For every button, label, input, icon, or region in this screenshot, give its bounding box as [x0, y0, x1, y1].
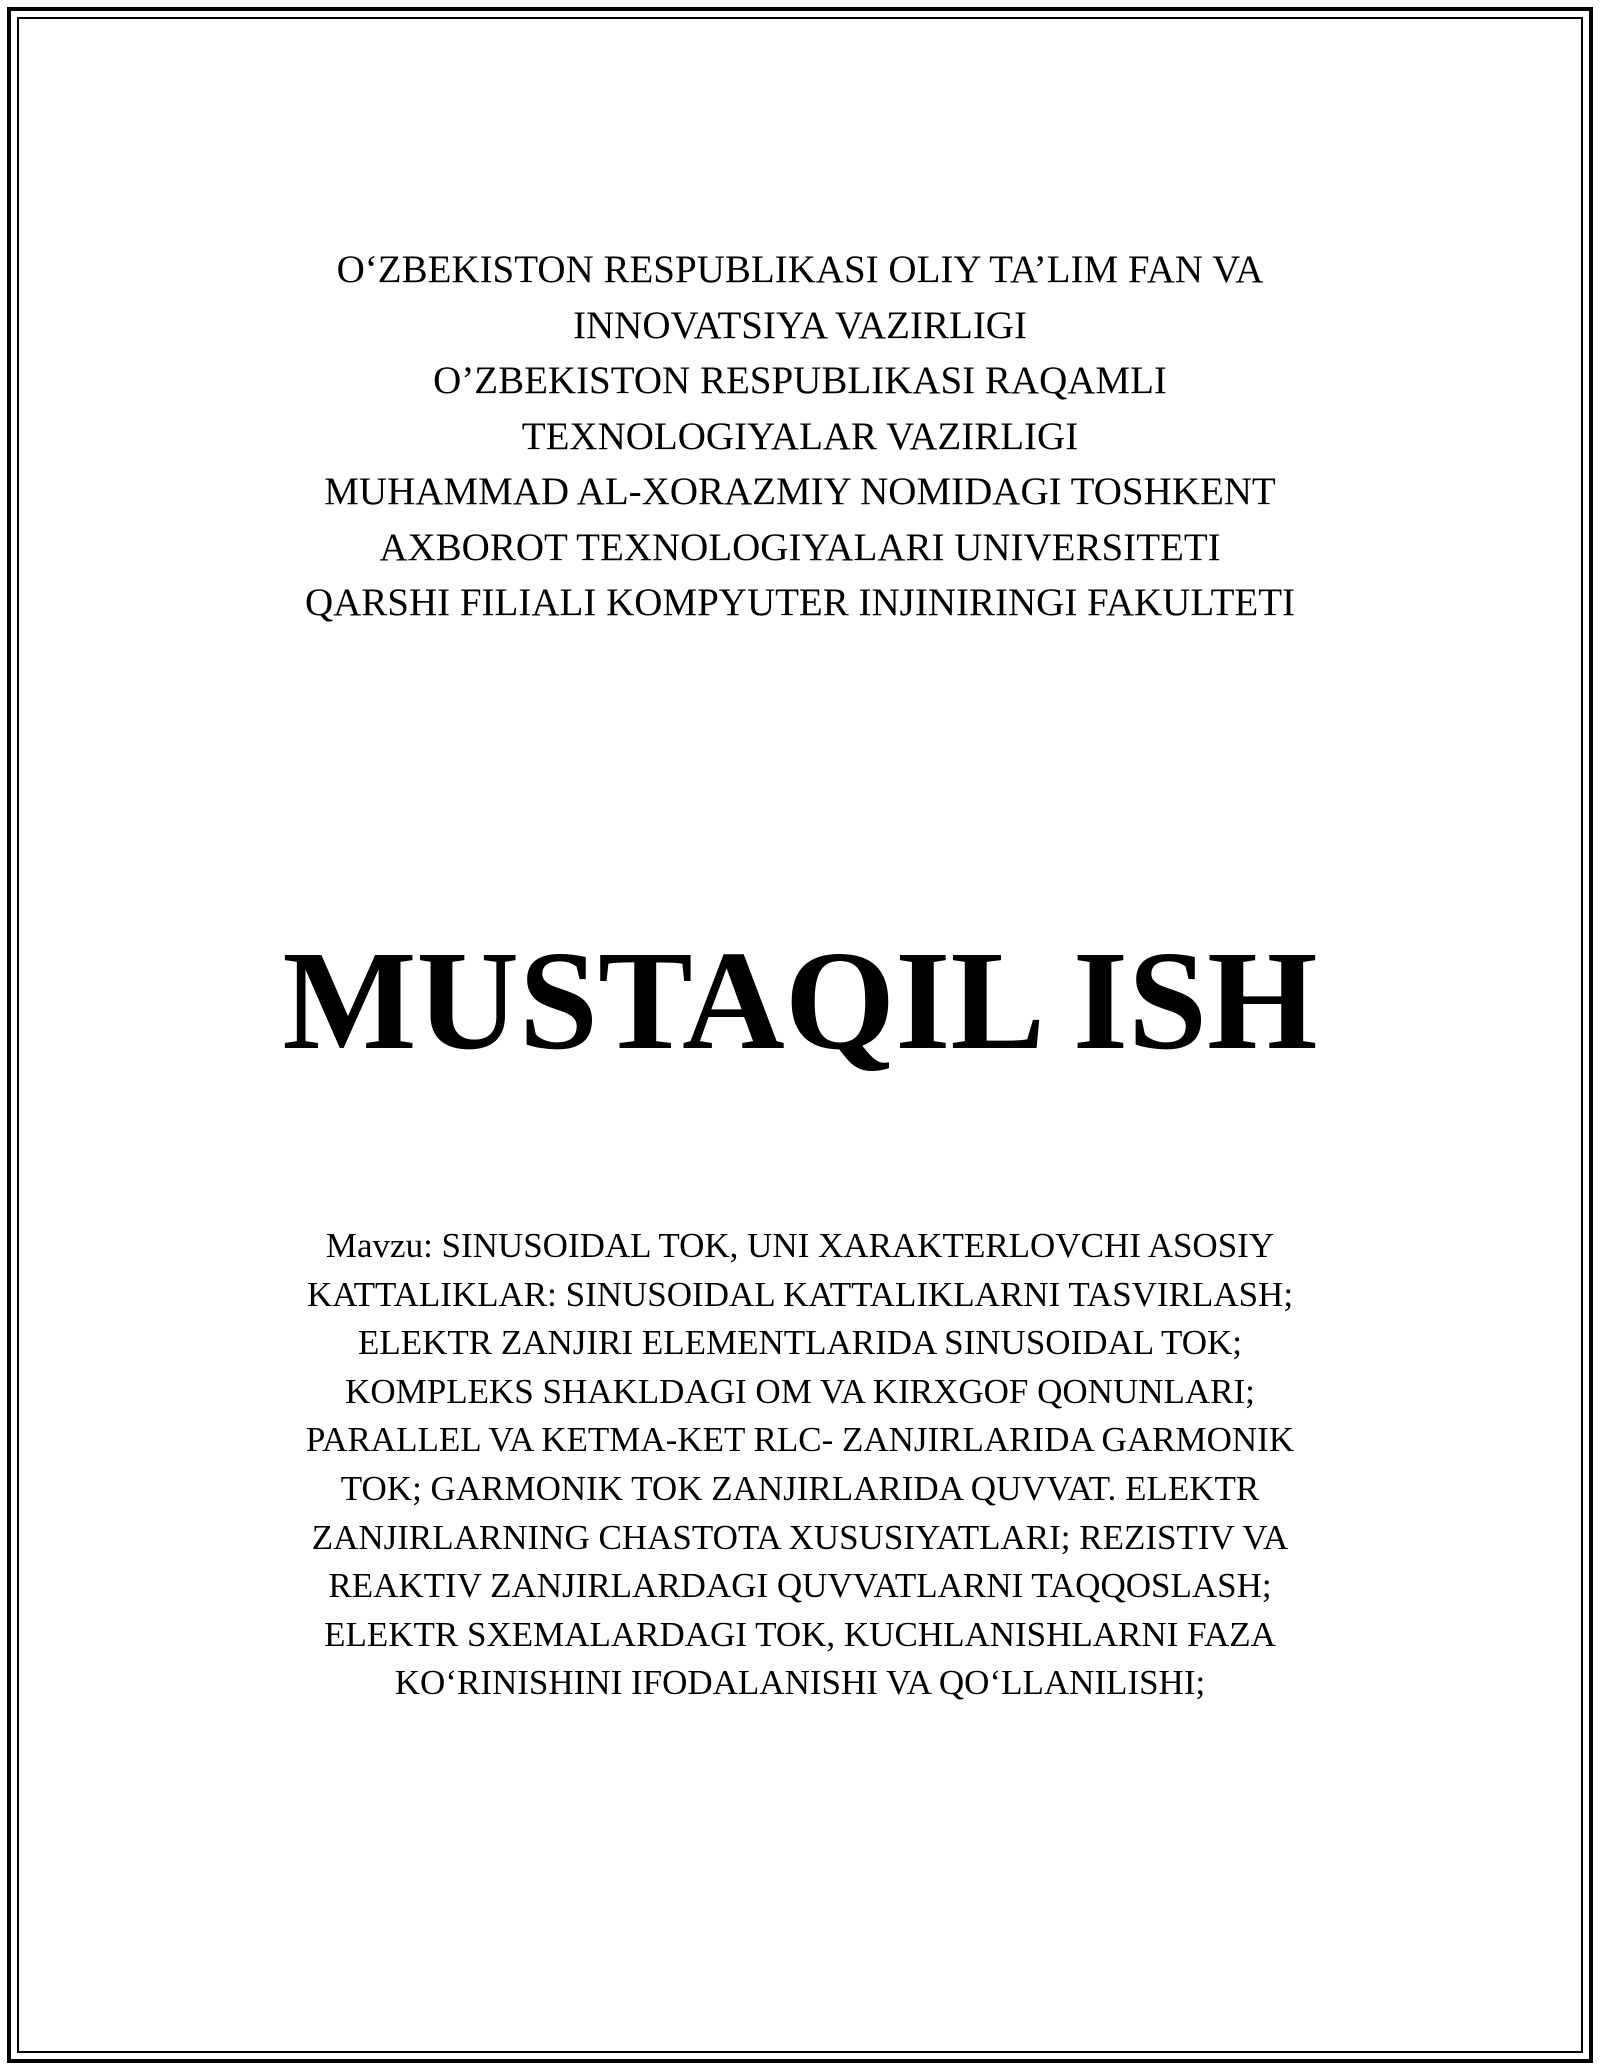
topic-line: ZANJIRLARNING CHASTOTA XUSUSIYATLARI; REZISTIV VA	[311, 1517, 1289, 1557]
topic-line: KO‘RINISHINI IFODALANISHI VA QO‘LLANILISHI;	[394, 1663, 1206, 1703]
header-line: INNOVATSIYA VAZIRLIGI	[573, 303, 1027, 347]
header-line: QARSHI FILIALI KOMPYUTER INJINIRINGI FAKULTETI	[304, 581, 1296, 624]
topic-line: PARALLEL VA KETMA-KET RLC- ZANJIRLARIDA GARMONIK	[305, 1420, 1295, 1460]
institution-header	[200, 242, 1400, 631]
header-line: AXBOROT TEXNOLOGIYALARI UNIVERSITETI	[379, 525, 1221, 569]
header-line: MUHAMMAD AL-XORAZMIY NOMIDAGI TOSHKENT	[324, 470, 1276, 513]
header-line: O‘ZBEKISTON RESPUBLIKASI OLIY TA’LIM FAN VA	[336, 248, 1264, 291]
header-line: TEXNOLOGIYALAR VAZIRLIGI	[521, 414, 1079, 458]
topic-line: ELEKTR ZANJIRI ELEMENTLARIDA SINUSOIDAL TOK;	[357, 1323, 1242, 1363]
topic-line: KATTALIKLAR: SINUSOIDAL KATTALIKLARNI TASVIRLASH;	[306, 1274, 1294, 1314]
topic-block	[200, 1222, 1400, 1708]
topic-line: REAKTIV ZANJIRLARDAGI QUVVATLARNI TAQQOSLASH;	[328, 1566, 1272, 1606]
topic-line: TOK; GARMONIK TOK ZANJIRLARIDA QUVVAT. ELEKTR	[340, 1468, 1260, 1508]
topic-line: ELEKTR SXEMALARDAGI TOK, KUCHLANISHLARNI FAZA	[324, 1614, 1276, 1654]
topic-line: Mavzu: SINUSOIDAL TOK, UNI XARAKTERLOVCHI ASOSIY	[325, 1226, 1275, 1265]
topic-line: KOMPLEKS SHAKLDAGI OM VA KIRXGOF QONUNLARI;	[345, 1371, 1255, 1411]
header-line: O’ZBEKISTON RESPUBLIKASI RAQAMLI	[433, 359, 1167, 402]
document-title: MUSTAQIL ISH	[282, 921, 1318, 1079]
